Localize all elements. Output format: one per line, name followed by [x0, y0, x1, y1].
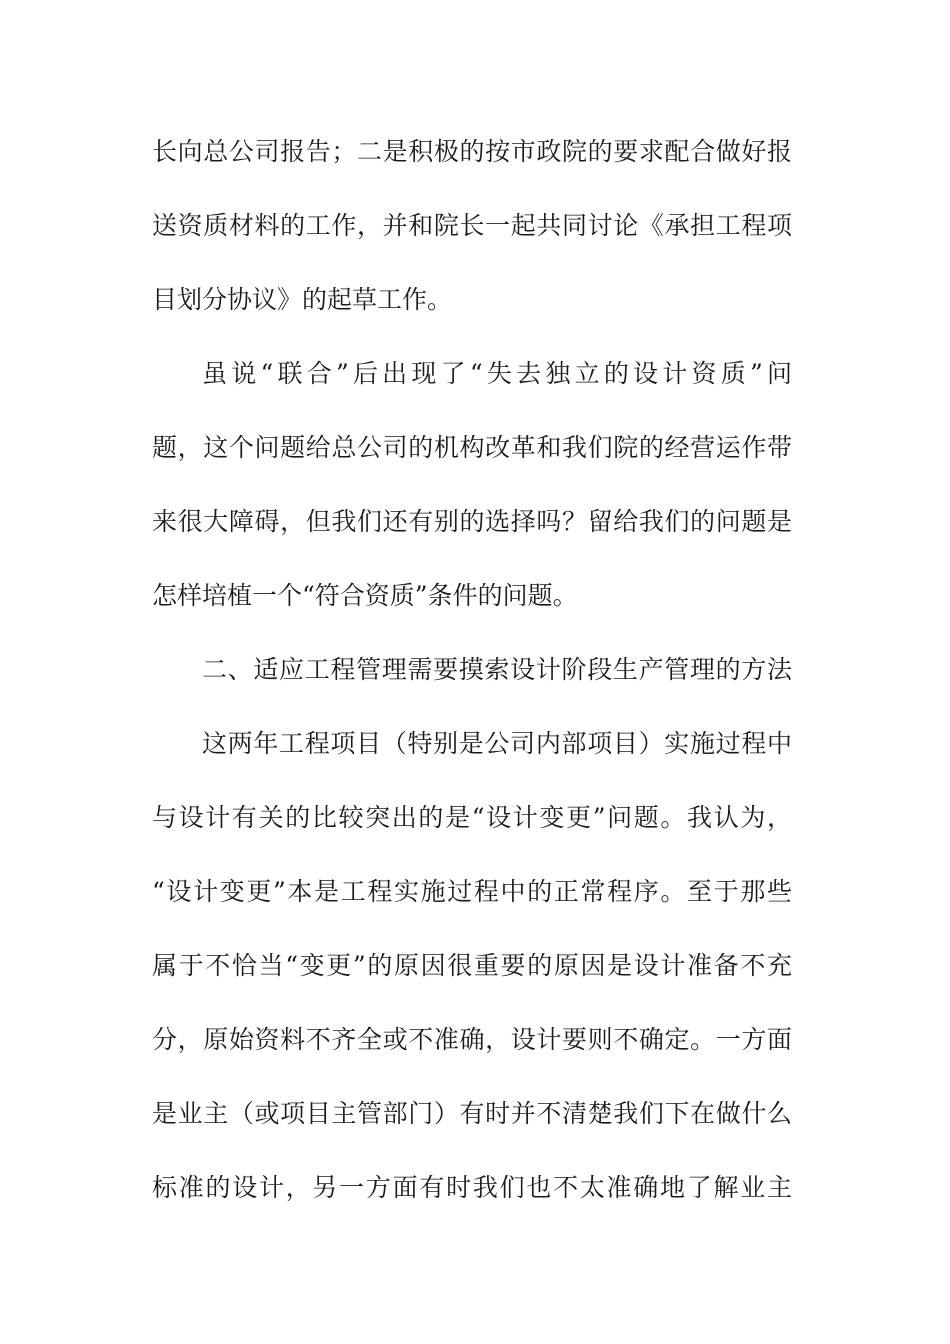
text-line: “设计变更”本是工程实施过程中的正常程序。至于那些	[152, 877, 792, 906]
text-line: 目划分协议》的起草工作。	[152, 285, 453, 314]
text-line: 来很大障碍，但我们还有别的选择吗？留给我们的问题是	[152, 507, 792, 536]
text-line: 怎样培植一个“符合资质”条件的问题。	[152, 581, 578, 610]
text-line: 标准的设计，另一方面有时我们也不太准确地了解业主	[152, 1173, 792, 1202]
text-line: 是业主（或项目主管部门）有时并不清楚我们下在做什么	[152, 1099, 792, 1128]
text-line: 属于不恰当“变更”的原因很重要的原因是设计准备不充	[152, 951, 792, 980]
text-line: 分，原始资料不齐全或不准确，设计要则不确定。一方面	[152, 1025, 792, 1054]
text-line: 送资质材料的工作，并和院长一起共同讨论《承担工程项	[152, 211, 792, 240]
text-line: 与设计有关的比较突出的是“设计变更”问题。我认为，	[152, 803, 792, 832]
paragraph-first-line: 虽说“联合”后出现了“失去独立的设计资质”问	[202, 359, 792, 388]
text-line: 题，这个问题给总公司的机构改革和我们院的经营运作带	[152, 433, 792, 462]
paragraph-first-line: 这两年工程项目（特别是公司内部项目）实施过程中	[202, 729, 792, 758]
text-line: 长向总公司报告；二是积极的按市政院的要求配合做好报	[152, 137, 792, 166]
section-heading: 二、适应工程管理需要摸索设计阶段生产管理的方法	[202, 655, 792, 684]
